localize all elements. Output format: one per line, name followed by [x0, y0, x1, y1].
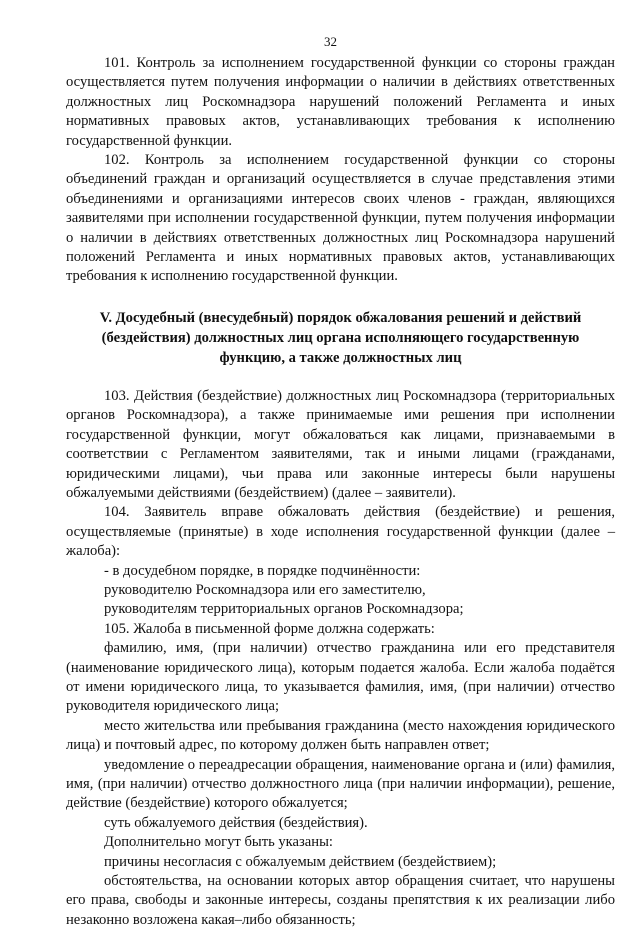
paragraph-103: 103. Действия (бездействие) должностных лиц Роскомнадзора (территориальных органов Роскомнадзора), а также принимаемые ими решения при исполнении государственной функции, могут обжаловаться как лицами, признаваемыми в соответствии с Регламентом заявителями, так и иными лицами (гражданами, юридическими лицами), чьи права или законные интересы были нарушены обжалуемыми действиями (бездействием) (далее – заявители).	[66, 387, 615, 501]
page-number: 32	[324, 34, 337, 49]
list-item: уведомление о переадресации обращения, наименование органа и (или) фамилия, имя, (при наличии) отчество должностного лица (при наличии информации), решение, действие (бездействие) которого обжалуется;	[66, 756, 615, 812]
list-item: фамилию, имя, (при наличии) отчество гражданина или его представителя (наименование юридического лица), которым подается жалоба. Если жалоба подаётся от имени юридического лица, то указывается фамилия, имя, (при наличии) отчество руководителя юридического лица;	[66, 640, 615, 715]
list-item: обстоятельства, на основании которых автор обращения считает, что нарушены его права, свободы и законные интересы, созданы препятствия к их реализации либо незаконно возложена какая–либо обязанность;	[66, 873, 615, 928]
section-heading: V. Досудебный (внесудебный) порядок обжалования решений и действий (бездействия) должностных лиц органа исполняющего государственную функцию, а также должностных лиц	[99, 309, 582, 366]
appeal-recipients-list	[66, 562, 615, 620]
paragraph-102: 102. Контроль за исполнением государственной функции со стороны объединений граждан и организаций осуществляется в случае представления этими объединениями и организациями интересов своих членов - граждан, являющихся заявителями при исполнении государственной функции, путем получения информации о наличии в действиях ответственных должностных лиц Роскомнадзора нарушений положений Регламента и иных нормативных правовых актов, устанавливающих требования к исполнению государственной функции.	[66, 152, 615, 285]
list-item: причины несогласия с обжалуемым действием (бездействием);	[104, 853, 497, 870]
list-item: руководителю Роскомнадзора или его заместителю,	[104, 581, 426, 598]
list-item: суть обжалуемого действия (бездействия).	[104, 814, 368, 831]
paragraph-104: 104. Заявитель вправе обжаловать действия (бездействие) и решения, осуществляемые (принятые) в ходе исполнения государственной функции (далее – жалоба):	[66, 504, 615, 560]
complaint-contents-list	[66, 639, 615, 833]
additional-items-list	[66, 853, 615, 930]
additional-intro: Дополнительно могут быть указаны:	[104, 834, 333, 851]
paragraph-101: 101. Контроль за исполнением государственной функции со стороны граждан осуществляется путем получения информации о наличии в действиях ответственных должностных лиц Роскомнадзора нарушений положений Регламента и иных нормативных правовых актов, устанавливающих требования к исполнению государственной функции.	[66, 55, 615, 149]
list-item: место жительства или пребывания гражданина (место нахождения юридического лица) и почтовый адрес, по которому должен быть направлен ответ;	[66, 717, 615, 754]
list-item: руководителям территориальных органов Роскомнадзора;	[104, 601, 464, 618]
paragraph-105: 105. Жалоба в письменной форме должна содержать:	[104, 620, 435, 637]
list-item: - в досудебном порядке, в порядке подчинённости:	[104, 562, 421, 579]
